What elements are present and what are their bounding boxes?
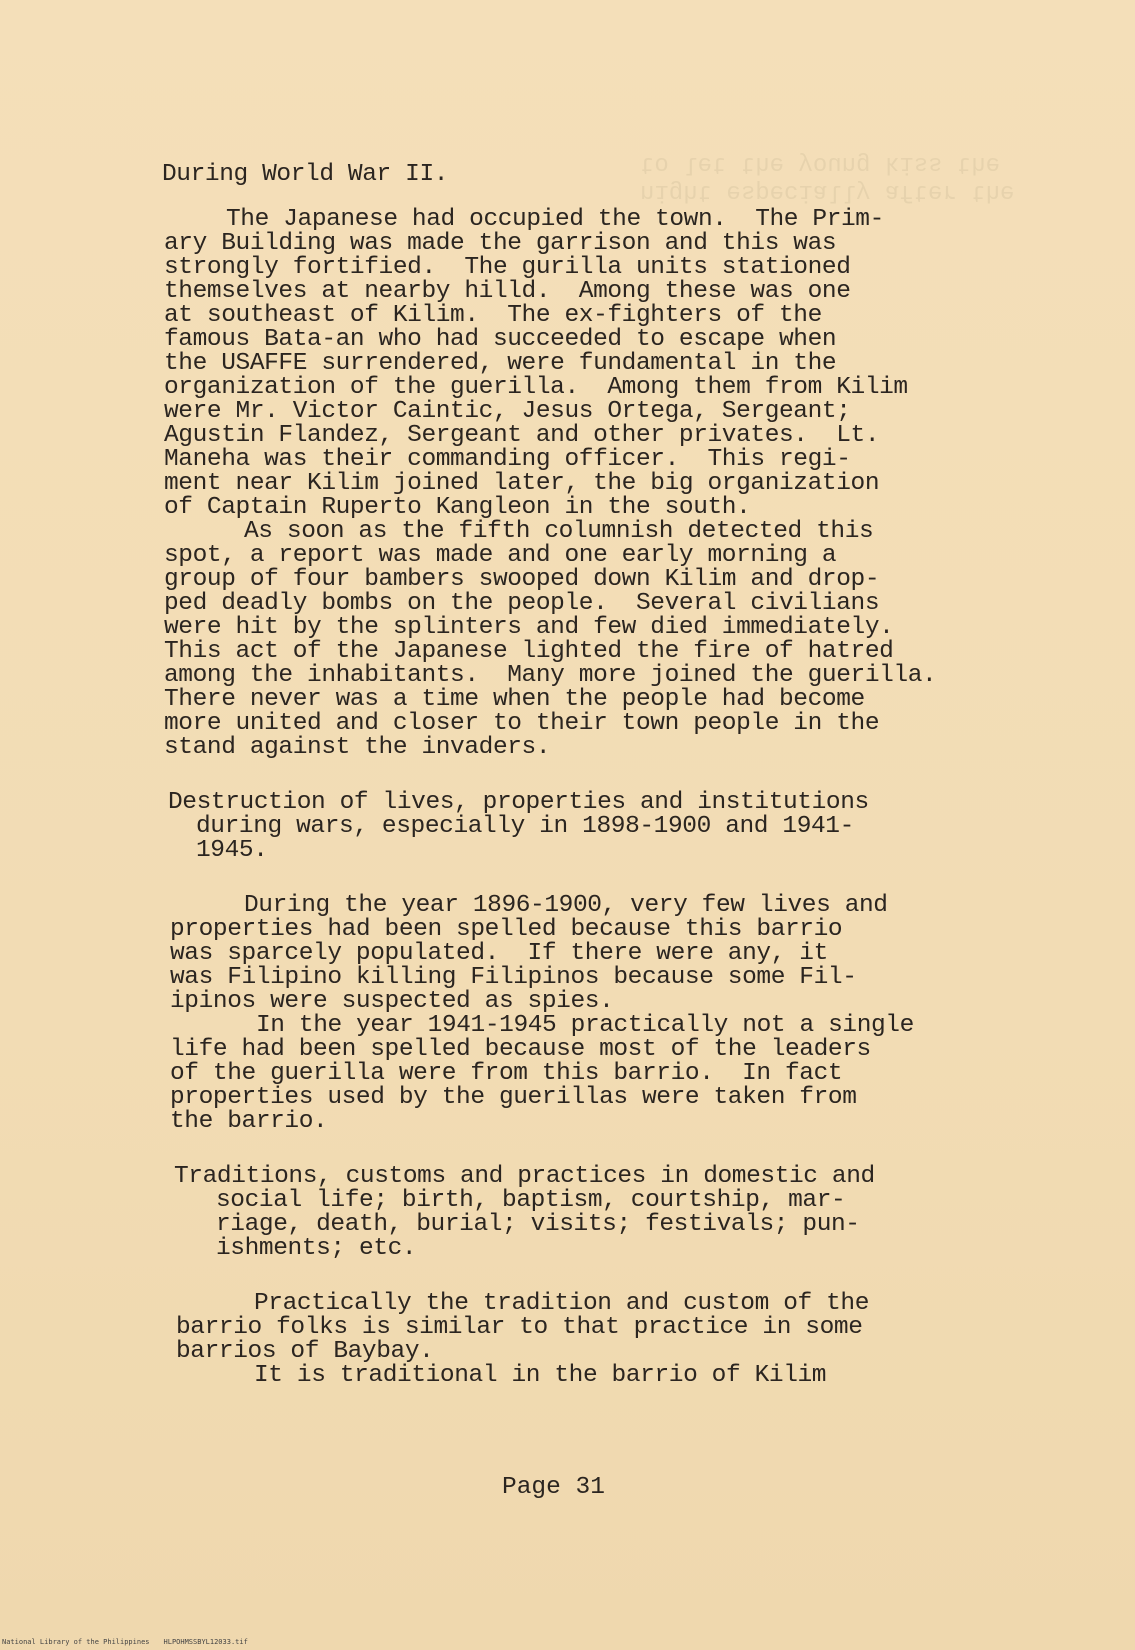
text-line: Maneha was their commanding officer. This regi- [164, 446, 851, 473]
text-line: In the year 1941-1945 practically not a single [256, 1012, 914, 1039]
text-line: strongly fortified. The gurilla units stationed [164, 254, 851, 281]
text-line: at southeast of Kilim. The ex-fighters of the [164, 302, 822, 329]
bleed-through-text: to let the young kiss the [640, 150, 1001, 177]
section-heading-traditions: riage, death, burial; visits; festivals; pun- [216, 1211, 860, 1238]
text-line: As soon as the fifth columnish detected this [244, 518, 874, 545]
footer-library: National Library of the Philippines [2, 1638, 150, 1646]
text-line: This act of the Japanese lighted the fire of hatred [164, 638, 894, 665]
text-line: famous Bata-an who had succeeded to escape when [164, 326, 837, 353]
section-heading-traditions: ishments; etc. [216, 1235, 417, 1262]
page-number: Page 31 [502, 1474, 605, 1501]
text-line: the USAFFE surrendered, were fundamental in the [164, 350, 837, 377]
text-line: organization of the guerilla. Among them from Kilim [164, 374, 908, 401]
text-line: was sparcely populated. If there were any, it [170, 940, 828, 967]
section-heading-traditions: Traditions, customs and practices in domestic and [174, 1163, 875, 1190]
text-line: was Filipino killing Filipinos because some Fil- [170, 964, 857, 991]
text-line: life had been spelled because most of the leaders [170, 1036, 871, 1063]
text-line: It is traditional in the barrio of Kilim [254, 1362, 827, 1389]
bleed-through-text: night especially after the [640, 178, 1015, 205]
text-line: Practically the tradition and custom of the [254, 1290, 870, 1317]
text-line: stand against the invaders. [164, 734, 551, 761]
text-line: spot, a report was made and one early morning a [164, 542, 837, 569]
text-line: ped deadly bombs on the people. Several civilians [164, 590, 880, 617]
section-heading-destruction: 1945. [196, 837, 268, 864]
text-line: properties had been spelled because this barrio [170, 916, 843, 943]
section-heading-traditions: social life; birth, baptism, courtship, mar- [216, 1187, 846, 1214]
text-line: of Captain Ruperto Kangleon in the south. [164, 494, 751, 521]
text-line: barrio folks is similar to that practice in some [176, 1314, 863, 1341]
text-line: ipinos were suspected as spies. [170, 988, 614, 1015]
footer-filename: HLPOHMSSBYL12033.tif [163, 1638, 248, 1646]
text-line: Agustin Flandez, Sergeant and other privates. Lt. [164, 422, 880, 449]
text-line: the barrio. [170, 1108, 328, 1135]
text-line: During the year 1896-1900, very few lives and [244, 892, 888, 919]
text-line: were hit by the splinters and few died immediately. [164, 614, 894, 641]
section-heading-destruction: Destruction of lives, properties and institutions [168, 789, 869, 816]
text-line: themselves at nearby hilld. Among these was one [164, 278, 851, 305]
text-line: There never was a time when the people had become [164, 686, 865, 713]
scan-footer [2, 1638, 262, 1646]
section-heading-destruction: during wars, especially in 1898-1900 and 1941- [196, 813, 854, 840]
text-line: ment near Kilim joined later, the big organization [164, 470, 880, 497]
text-line: The Japanese had occupied the town. The Prim- [226, 206, 884, 233]
text-line: properties used by the guerillas were taken from [170, 1084, 857, 1111]
section-heading-wwii: During World War II. [162, 161, 449, 188]
text-line: were Mr. Victor Caintic, Jesus Ortega, Sergeant; [164, 398, 851, 425]
text-line: barrios of Baybay. [176, 1338, 434, 1365]
text-line: group of four bambers swooped down Kilim and drop- [164, 566, 880, 593]
text-line: of the guerilla were from this barrio. In fact [170, 1060, 843, 1087]
text-line: ary Building was made the garrison and this was [164, 230, 837, 257]
text-line: more united and closer to their town people in the [164, 710, 880, 737]
text-line: among the inhabitants. Many more joined the guerilla. [164, 662, 937, 689]
